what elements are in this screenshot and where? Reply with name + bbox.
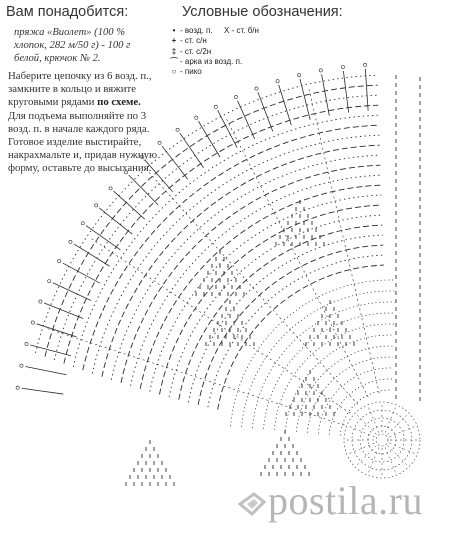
stitch-row: [253, 302, 395, 428]
stitch-row: [296, 346, 393, 432]
instructions-part2: Для подъема выполняйте по 3 возд. п. в начале каждого ряда. Готовое изделие выстирайте, накрахмальте и, придав нужную форму, оставьте до высыхания.: [8, 109, 158, 175]
motif-spoke: [357, 446, 377, 466]
rib-line: [149, 172, 358, 404]
legend-row-tr: [168, 47, 242, 57]
legend-label: - ст. с/2н: [180, 46, 212, 56]
outer-stitch: [218, 110, 237, 147]
stitch-row: [111, 155, 380, 380]
stitch-row: [218, 265, 384, 410]
outer-stitch: [343, 71, 348, 113]
legend-heading: Условные обозначения:: [182, 4, 343, 20]
stitch-row: [160, 205, 382, 394]
legend: [168, 26, 259, 77]
outer-stitch: [180, 133, 204, 168]
stitch-row: [140, 185, 381, 389]
outer-stitch: [238, 101, 255, 139]
legend-label: - возд. п.: [180, 26, 213, 35]
picot-mark: [363, 63, 366, 66]
rib-line: [227, 119, 369, 397]
picot-mark: [276, 80, 279, 83]
motif-spoke: [368, 447, 379, 473]
motif-ring: [376, 434, 388, 446]
materials-heading: Вам понадобится:: [6, 4, 129, 20]
outer-stitch: [300, 79, 310, 120]
instructions-text: [8, 70, 160, 176]
outer-stitch: [63, 263, 100, 283]
arch-symbol-icon: ⌒: [170, 56, 178, 66]
legend-label: - арка из возд. п.: [180, 56, 243, 66]
outer-stitch: [22, 388, 64, 394]
materials-text: пряжа «Виолет» (100 % хлопок, 282 м/50 г) - 100 г белой, крючок № 2.: [14, 27, 131, 64]
watermark-text: postila.ru: [268, 478, 423, 523]
outer-stitch: [53, 283, 91, 301]
chain-symbol-icon: •: [172, 26, 176, 35]
picot-mark: [31, 321, 34, 324]
motif-ring: [344, 402, 420, 478]
legend-row-arch: [168, 57, 242, 67]
instructions-bold: по схеме.: [97, 96, 141, 109]
picot-mark: [95, 204, 98, 207]
picot-symbol-icon: ○: [171, 67, 177, 77]
outer-stitch: [365, 69, 368, 111]
rib-line: [48, 329, 345, 425]
stitch-row: [121, 165, 380, 383]
legend-label: - ст. с/н: [180, 36, 207, 46]
outer-stitch: [37, 324, 77, 337]
picot-mark: [234, 95, 237, 98]
picot-mark: [176, 128, 179, 131]
postila-logo-icon: [238, 492, 266, 516]
rib-line: [92, 239, 351, 413]
picot-mark: [25, 342, 28, 345]
picot-mark: [319, 69, 322, 72]
outer-stitch: [114, 191, 145, 219]
outer-stitch: [86, 226, 120, 250]
picot-mark: [39, 300, 42, 303]
legend-label: - ст. б/н: [231, 26, 259, 35]
tr-symbol-icon: ‡: [171, 46, 177, 56]
picot-mark: [214, 105, 217, 108]
outer-stitch: [44, 303, 83, 318]
outer-stitch: [322, 74, 330, 115]
picot-mark: [16, 386, 19, 389]
stitch-row: [264, 313, 395, 429]
stitch-row: [329, 379, 392, 435]
picot-mark: [255, 87, 258, 90]
outer-stitch: [30, 345, 71, 356]
picot-mark: [297, 74, 300, 77]
picot-mark: [195, 116, 198, 119]
motif-ring: [360, 418, 404, 462]
picot-mark: [341, 65, 344, 68]
stitch-row: [242, 291, 396, 427]
outer-stitch: [25, 366, 66, 374]
outer-stitch: [129, 175, 158, 205]
stitch-row: [131, 175, 381, 386]
stitch-row: [150, 195, 382, 392]
legend-row-chain: [168, 26, 259, 36]
stitch-row: [318, 368, 392, 434]
motif-spoke: [385, 407, 396, 433]
stitch-row: [179, 225, 383, 400]
rib-line: [309, 89, 379, 393]
outer-stitch: [279, 85, 292, 125]
motif-spoke: [357, 415, 377, 435]
stitch-row: [340, 390, 392, 436]
picot-mark: [69, 240, 72, 243]
stitch-row: [189, 235, 383, 402]
legend-row-sc: [224, 26, 259, 36]
picot-mark: [20, 364, 23, 367]
sc-symbol-icon: X: [224, 26, 230, 35]
stitch-row: [285, 335, 393, 431]
instructions-part1: Наберите цепочку из 6 возд. п., замкните в кольцо и вяжите круговыми рядами: [8, 70, 152, 109]
picot-mark: [48, 279, 51, 282]
picot-mark: [58, 260, 61, 263]
dc-symbol-icon: +: [171, 36, 177, 46]
legend-row-dc: [168, 36, 242, 46]
picot-mark: [109, 187, 112, 190]
outer-stitch: [258, 92, 273, 131]
watermark: [238, 474, 448, 530]
legend-row-picot: [168, 67, 242, 77]
legend-label: - пико: [180, 67, 202, 77]
picot-mark: [81, 222, 84, 225]
